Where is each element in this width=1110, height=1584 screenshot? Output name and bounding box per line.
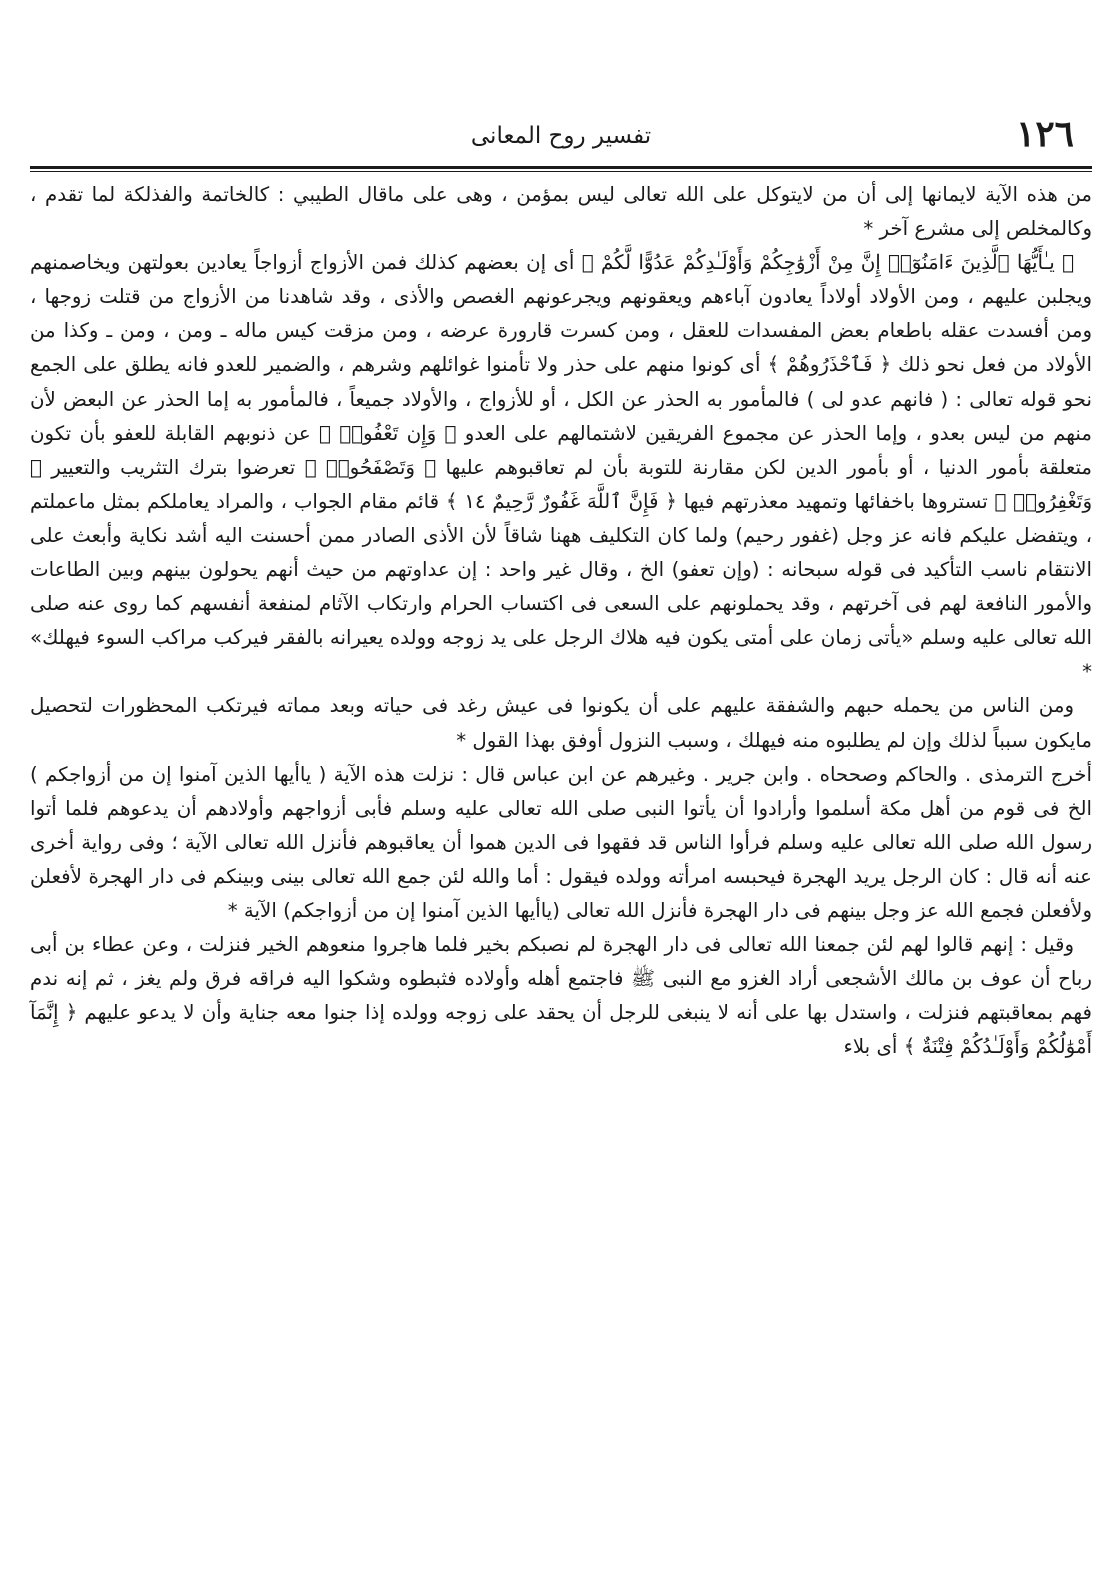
commentary-text: أى كونوا منهم على حذر ولا تأمنوا غوائلهم وشرهم ، والضمير للعدو فانه يطلق على الجمع نحو قوله تعالى : ( فانهم عدو لى ) فالمأمور به الحذر عن الكل ، أو للأزواج ، والأولاد جميعاً ، فالمأمور به إما الحذر عن البعض لأن منهم من ليس بعدو ، وإما الحذر عن مجموع الفريقين لاشتمالهم على العدو — [30, 353, 1092, 445]
commentary-text: أى إن بعضهم كذلك فمن الأزواج أزواجاً يعادين بعولتهن ويخاصمنهم ويجلبن عليهم ، ومن الأولاد أولاداً يعادون آباءهم ويعقونهم ويجرعونهم الغصص والأذى ، وقد شاهدنا من الأزواج من قتلت زوجها ، ومن أفسدت عقله باطعام بعض المفسدات للعقل ، ومن كسرت قارورة عرضه ، ومن مزقت كيس ماله ـ ومن ، ومن ـ وكذا من الأولاد من فعل نحو ذلك — [30, 251, 1093, 377]
quran-verse: ﴿ وَتَغْفِرُوا۟ ﴾ — [30, 455, 1092, 513]
commentary-text: قائم مقام الجواب ، والمراد يعاملكم بمثل ماعملتم ، ويتفضل عليكم فانه عز وجل (غفور رحيم) ولما كان التكليف ههنا شاقاً لأن الأذى الصادر ممن أحسنت اليه أشد نكاية وأبعث على الانتقام ناسب التأكيد فى قوله سبحانه : (وإن تعفو) الخ ، وقال غير واحد : إن عداوتهم من حيث أنهم يحولون بينهم وبين الطاعات والأمور النافعة لهم فى آخرتهم ، وقد يحملونهم على السعى فى اكتساب الحرام وارتكاب الآثام لمنفعة أنفسهم كما روى عنه صلى الله تعالى عليه وسلم «يأتى زمان على أمتى يكون فيه هلاك الرجل على يد زوجه وولده يعيرانه بالفقر فيركب مراكب السوء فيهلك» * — [30, 489, 1092, 684]
commentary-text: عن ذنوبهم القابلة للعفو بأن تكون متعلقة بأمور الدنيا ، أو بأمور الدين لكن مقارنة للتوبة بأن لم تعاقبوهم عليها — [30, 421, 1093, 479]
page-header — [30, 108, 1092, 166]
header-rule — [30, 166, 1092, 169]
quran-verse: ﴿ يـٰأَيُّهَا ٱلَّذِينَ ءَامَنُوٓا۟ إِنَّ مِنْ أَزْوَٰجِكُمْ وَأَوْلَـٰدِكُمْ عَدُوًّا لَّكُمْ ﴾ — [581, 251, 1074, 275]
page-number: ١٢٦ — [1015, 113, 1074, 155]
quran-verse: ﴿ فَإِنَّ ٱللَّهَ غَفُورٌ رَّحِيمٌ ١٤ ﴾ — [445, 489, 677, 513]
paragraph: من هذه الآية لايمانها إلى أن من لايتوكل على الله تعالى ليس بمؤمن ، وهى على ماقال الطيبي : كالخاتمة والفذلكة لما تقدم ، وكالمخلص إلى مشرع آخر * — [30, 183, 1092, 241]
commentary-text: تستروها باخفائها وتمهيد معذرتهم فيها — [676, 489, 995, 513]
quran-verse: ﴿ وَإِن تَعْفُوا۟ ﴾ — [319, 421, 457, 445]
paragraph — [30, 928, 1092, 1064]
body-text — [30, 178, 1092, 1064]
quran-verse: ﴿ وَتَصْفَحُوا۟ ﴾ — [304, 455, 437, 479]
commentary-text: تعرضوا بترك التثريب والتعيير — [41, 455, 305, 479]
paragraph — [30, 246, 1092, 689]
paragraph: ومن الناس من يحمله حبهم والشفقة عليهم على أن يكونوا فى عيش رغد فى حياته وبعد مماته فيرتكب المحظورات لتحصيل مايكون سبباً لذلك وإن لم يطلبوه منه فيهلك ، وسبب النزول أوفق بهذا القول * — [30, 694, 1092, 752]
header-rule-thin — [30, 171, 1092, 172]
commentary-text: وقيل : إنهم قالوا لهم لئن جمعنا الله تعالى فى دار الهجرة لم نصبكم بخير فلما هاجروا منعوهم الخير فنزلت ، وعن عطاء بن أبى رباح أن عوف بن مالك الأشجعى أراد الغزو مع النبى ﷺ فاجتمع أهله وأولاده فثبطوه وشكوا اليه فراقه فرق ولم يغز ، ثم إنه ندم فهم بمعاقبتهم فنزلت ، واستدل بها على أنه لا ينبغى للرجل أن يحقد على زوجه وولده إذا جنوا معه جناية وأن لا يدعو عليهم — [30, 933, 1092, 1025]
commentary-text: أى بلاء — [843, 1035, 904, 1059]
quran-verse: ﴿ إِنَّمَآ أَمْوَٰلُكُمْ وَأَوْلَـٰدُكُمْ فِتْنَةٌ ﴾ — [30, 1001, 1092, 1059]
page — [30, 108, 1092, 1064]
quran-verse: ﴿ فَٱحْذَرُوهُمْ ﴾ — [767, 353, 892, 377]
paragraph: أخرج الترمذى . والحاكم وصححاه . وابن جرير . وغيرهم عن ابن عباس قال : نزلت هذه الآية ( ياأيها الذين آمنوا إن من أزواجكم ) الخ فى قوم من أهل مكة أسلموا وأرادوا أن يأتوا النبى صلى الله تعالى عليه وسلم فأبى أزواجهم وأولادهم أن يدعوهم فلما أتوا رسول الله صلى الله تعالى عليه وسلم فرأوا الناس قد فقهوا فى الدين هموا أن يعاقبوهم فأنزل الله تعالى الآية ؛ وفى رواية أخرى عنه أنه قال : كان الرجل يريد الهجرة فيحبسه امرأته وولده فيقول : أما والله لئن جمع الله تعالى بينى وبينكم فى دار الهجرة لأفعلن ولأفعلن فجمع الله عز وجل بينهم فى دار الهجرة فأنزل الله تعالى (ياأيها الذين آمنوا إن من أزواجكم) الآية * — [30, 762, 1092, 922]
running-title: تفسير روح المعانى — [470, 123, 652, 149]
